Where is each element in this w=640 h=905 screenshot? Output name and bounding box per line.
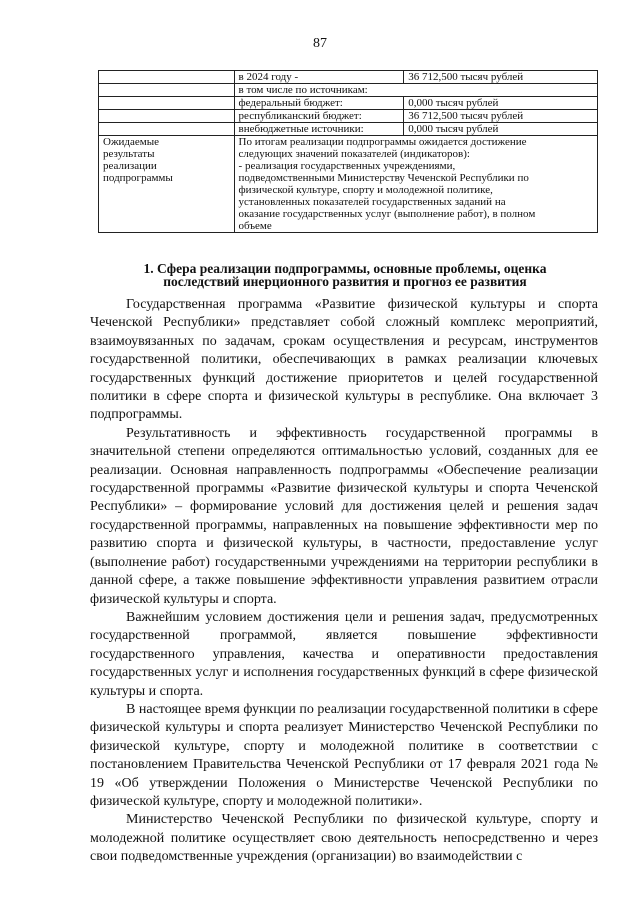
heading-line: последствий инерционного развития и прогноз ее развития	[163, 274, 527, 289]
label-line: подпрограммы	[103, 172, 173, 184]
table-cell-empty	[99, 123, 235, 136]
paragraph: Важнейшим условием достижения цели и решения задач, предусмотренных государственной программой, является повышение эффективности государственного управления, качества и оперативности предоставления государственных услуг и исполнения государственных функций в сфере физической культуры и спорта.	[90, 609, 598, 699]
table-row	[99, 71, 598, 84]
text-line: подведомственными Министерству Чеченской Республики по	[238, 172, 529, 184]
text-line: объеме	[238, 220, 272, 232]
body-text	[90, 296, 598, 867]
expected-results-label	[99, 136, 235, 233]
table-row	[99, 84, 598, 97]
funding-label: федеральный бюджет:	[234, 97, 404, 110]
label-line: Ожидаемые	[103, 136, 160, 148]
paragraph: Результативность и эффективность государственной программы в значительной степени определяются оптимальностью условий, созданных для ее реализации. Основная направленность подпрограммы «Обеспечение реализации государственной программы «Развитие физической культуры и спорта Чеченской Республики» – формирование условий для достижения целей и решения задач государственной программы, направленных на повышение эффективности мер по развитию спорта и физической культуры, в частности, предоставление услуг (выполнение работ) государственными учреждениями на территории республики в данной сфере, а также повышение эффективности управления развитием отрасли физической культуры и спорта.	[90, 425, 598, 607]
paragraph: Министерство Чеченской Республики по физической культуре, спорту и молодежной политике осуществляет свою деятельность непосредственно и через свои подведомственные учреждения (организации) во взаимодействии с	[90, 812, 598, 865]
table-row	[99, 97, 598, 110]
text-line: физической культуре, спорту и молодежной политике,	[238, 184, 493, 196]
label-line: реализации	[103, 160, 157, 172]
expected-results-text	[234, 136, 597, 233]
funding-label: республиканский бюджет:	[234, 110, 404, 123]
text-line: оказание государственных услуг (выполнение работ), в полном	[238, 208, 536, 220]
funding-label: в 2024 году -	[234, 71, 404, 84]
funding-label: в том числе по источникам:	[234, 84, 597, 97]
table-row	[99, 123, 598, 136]
funding-value: 36 712,500 тысяч рублей	[404, 110, 598, 123]
label-line: результаты	[103, 148, 155, 160]
text-line: следующих значений показателей (индикаторов):	[238, 148, 470, 160]
text-line: По итогам реализации подпрограммы ожидается достижение	[238, 136, 527, 148]
funding-value: 0,000 тысяч рублей	[404, 97, 598, 110]
funding-label: внебюджетные источники:	[234, 123, 404, 136]
table-row	[99, 110, 598, 123]
text-line: установленных показателей государственных заданий на	[238, 196, 506, 208]
heading-line: 1. Сфера реализации подпрограммы, основные проблемы, оценка	[143, 261, 547, 276]
table-cell-empty	[99, 71, 235, 84]
section-heading	[100, 262, 590, 288]
text-line: - реализация государственных учреждениями,	[238, 160, 456, 172]
funding-table	[98, 70, 598, 233]
funding-value: 0,000 тысяч рублей	[404, 123, 598, 136]
page-number: 87	[313, 36, 327, 51]
paragraph: В настоящее время функции по реализации государственной политики в сфере физической культуры и спорта реализует Министерство Чеченской Республики по физической культуре, спорту и молодежной политике в соответствии с постановлением Правительства Чеченской Республики от 17 февраля 2021 года № 19 «Об утверждении Положения о Министерстве Чеченской Республики по физической культуре, спорту и молодежной политики».	[90, 701, 598, 809]
table-cell-empty	[99, 97, 235, 110]
table-cell-empty	[99, 84, 235, 97]
table-cell-empty	[99, 110, 235, 123]
funding-value: 36 712,500 тысяч рублей	[404, 71, 598, 84]
paragraph: Государственная программа «Развитие физической культуры и спорта Чеченской Республики» представляет собой сложный комплекс мероприятий, взаимоувязанных по задачам, срокам осуществления и ресурсам, инструментов государственной политики, обеспечивающих в рамках реализации ключевых государственных функций достижение приоритетов и целей государственной политики в сфере спорта и физической культуры в республике. Она включает 3 подпрограммы.	[90, 297, 598, 423]
table-row	[99, 136, 598, 233]
